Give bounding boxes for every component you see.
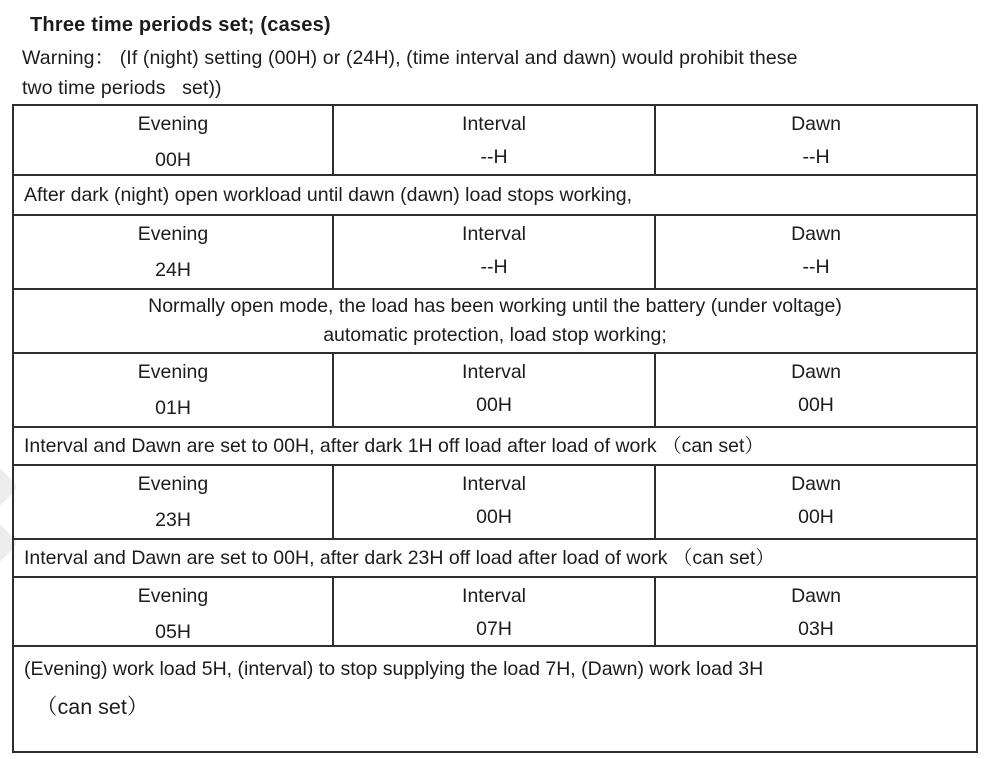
case-3-dawn-cell	[655, 353, 977, 427]
warning-text-line1: Warning： (If (night) setting (00H) or (24H), (time interval and dawn) would prohibit these	[22, 47, 798, 69]
case-5-settings-row	[13, 577, 977, 646]
case-4-description-row	[13, 539, 977, 577]
case-5-evening-cell	[13, 577, 333, 646]
column-header-evening: Evening	[137, 361, 209, 383]
column-header-interval: Interval	[462, 585, 526, 607]
case-3-settings-row	[13, 353, 977, 427]
case-1-dawn-cell	[655, 105, 977, 175]
case-3-description: Interval and Dawn are set to 00H, after dark 1H off load after load of work （can set）	[13, 427, 977, 465]
column-header-dawn: Dawn	[791, 473, 841, 495]
case-2-dawn-cell	[655, 215, 977, 289]
column-header-evening: Evening	[137, 473, 209, 495]
case-4-settings-row	[13, 465, 977, 539]
case-4-evening-cell	[13, 465, 333, 539]
case-4-description: Interval and Dawn are set to 00H, after dark 23H off load after load of work （can set）	[13, 539, 977, 577]
dawn-value: 00H	[798, 506, 834, 528]
column-header-evening: Evening	[137, 585, 209, 607]
evening-value: 01H	[155, 397, 191, 419]
evening-value: 23H	[155, 509, 191, 531]
description-line-1: (Evening) work load 5H, (interval) to stop supplying the load 7H, (Dawn) work load 3H	[24, 658, 764, 680]
case-1-description: After dark (night) open workload until dawn (dawn) load stops working,	[13, 175, 977, 215]
column-header-interval: Interval	[462, 223, 526, 245]
case-5-description-row	[13, 646, 977, 752]
dawn-value: 00H	[798, 394, 834, 416]
interval-value: --H	[480, 256, 508, 278]
case-2-description	[13, 289, 977, 353]
description-line-2: （can set）	[36, 695, 149, 719]
case-1-interval-cell	[333, 105, 655, 175]
description-line-2: automatic protection, load stop working;	[323, 324, 667, 346]
interval-value: 00H	[476, 506, 512, 528]
case-2-interval-cell	[333, 215, 655, 289]
column-header-interval: Interval	[462, 113, 526, 135]
page-title: Three time periods set; (cases)	[30, 14, 331, 36]
case-2-evening-cell	[13, 215, 333, 289]
evening-value: 05H	[155, 621, 191, 643]
case-1-settings-row	[13, 105, 977, 175]
interval-value: 07H	[476, 618, 512, 640]
case-2-settings-row	[13, 215, 977, 289]
column-header-evening: Evening	[137, 223, 209, 245]
case-5-description	[13, 646, 977, 752]
column-header-interval: Interval	[462, 361, 526, 383]
interval-value: --H	[480, 146, 508, 168]
case-5-interval-cell	[333, 577, 655, 646]
evening-value: 24H	[155, 259, 191, 281]
case-4-interval-cell	[333, 465, 655, 539]
case-3-evening-cell	[13, 353, 333, 427]
warning-text-line2: two time periods set))	[22, 77, 222, 99]
column-header-dawn: Dawn	[791, 223, 841, 245]
time-periods-table	[12, 104, 978, 753]
dawn-value: --H	[802, 146, 830, 168]
case-2-description-row	[13, 289, 977, 353]
column-header-dawn: Dawn	[791, 113, 841, 135]
column-header-evening: Evening	[137, 113, 209, 135]
dawn-value: 03H	[798, 618, 834, 640]
case-3-interval-cell	[333, 353, 655, 427]
column-header-dawn: Dawn	[791, 585, 841, 607]
case-1-description-row	[13, 175, 977, 215]
description-line-1: Normally open mode, the load has been working until the battery (under voltage)	[148, 295, 842, 317]
case-1-evening-cell	[13, 105, 333, 175]
dawn-value: --H	[802, 256, 830, 278]
column-header-dawn: Dawn	[791, 361, 841, 383]
column-header-interval: Interval	[462, 473, 526, 495]
evening-value: 00H	[155, 149, 191, 171]
case-4-dawn-cell	[655, 465, 977, 539]
interval-value: 00H	[476, 394, 512, 416]
heading-block	[22, 12, 982, 103]
case-3-description-row	[13, 427, 977, 465]
case-5-dawn-cell	[655, 577, 977, 646]
